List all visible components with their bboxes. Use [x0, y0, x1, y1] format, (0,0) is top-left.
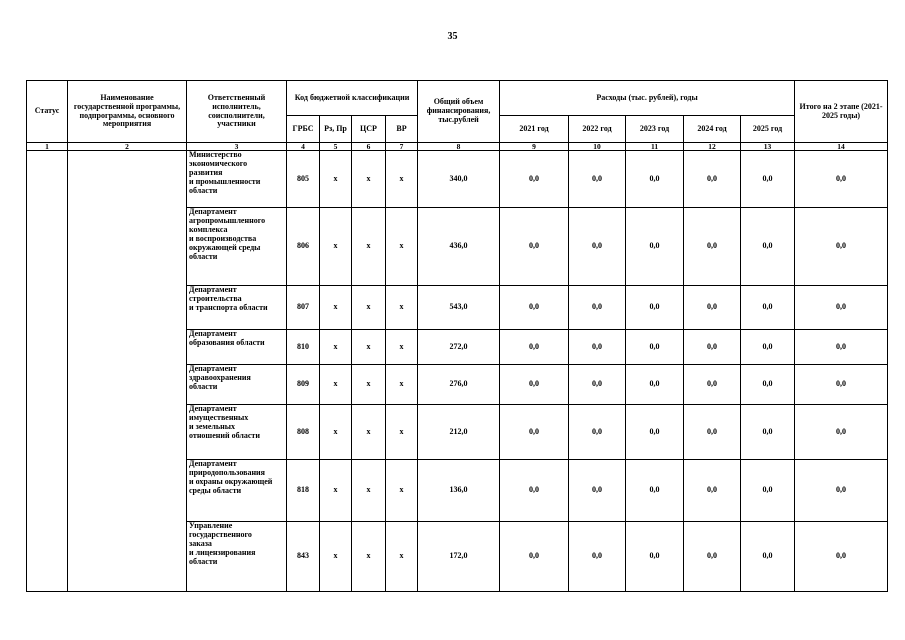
cell-total: 212,0 — [418, 405, 500, 460]
cell-csr: х — [352, 405, 386, 460]
executor-cell — [187, 330, 287, 365]
cell-y2023: 0,0 — [626, 405, 684, 460]
cell-y2024: 0,0 — [684, 522, 741, 592]
header-total-volume: Общий объем финансирования, тыс.рублей — [418, 81, 500, 143]
executor-line: среды области — [189, 485, 242, 495]
cell-grbs: 818 — [287, 460, 320, 522]
cell-stage-total: 0,0 — [795, 405, 888, 460]
cell-y2022: 0,0 — [569, 405, 626, 460]
cell-y2023: 0,0 — [626, 365, 684, 405]
cell-stage-total: 0,0 — [795, 522, 888, 592]
column-number: 2 — [68, 143, 187, 151]
executor-line: Департамент — [189, 364, 237, 373]
executor-line: природопользования — [189, 467, 265, 477]
cell-csr: х — [352, 208, 386, 286]
cell-y2021: 0,0 — [500, 330, 569, 365]
executor-cell — [187, 405, 287, 460]
cell-y2025: 0,0 — [741, 330, 795, 365]
executor-line: области — [189, 185, 218, 195]
executor-line: и промышленности — [189, 176, 261, 186]
cell-csr: х — [352, 460, 386, 522]
column-number: 6 — [352, 143, 386, 151]
table-body — [27, 151, 888, 592]
executor-line: Министерство — [189, 150, 242, 159]
cell-y2022: 0,0 — [569, 522, 626, 592]
cell-y2023: 0,0 — [626, 522, 684, 592]
column-number: 3 — [187, 143, 287, 151]
cell-y2021: 0,0 — [500, 365, 569, 405]
executor-line: имущественных — [189, 412, 249, 422]
executor-line: области — [189, 381, 218, 391]
cell-rz-pr: х — [320, 405, 352, 460]
executor-line: экономического — [189, 158, 248, 168]
column-number: 1 — [27, 143, 68, 151]
executor-line: Департамент — [189, 404, 237, 413]
cell-stage-total: 0,0 — [795, 151, 888, 208]
cell-total: 172,0 — [418, 522, 500, 592]
header-program-name: Наименование государственной программы, подпрограммы, основного мероприятия — [68, 81, 187, 143]
column-number: 12 — [684, 143, 741, 151]
cell-y2021: 0,0 — [500, 460, 569, 522]
executor-line: Департамент — [189, 285, 237, 294]
cell-csr: х — [352, 286, 386, 330]
cell-total: 276,0 — [418, 365, 500, 405]
executor-cell — [187, 365, 287, 405]
cell-y2024: 0,0 — [684, 286, 741, 330]
header-year-2023: 2023 год — [626, 116, 684, 143]
cell-csr: х — [352, 330, 386, 365]
page-number: 35 — [447, 31, 458, 42]
header-stage-total: Итого на 2 этапе (2021-2025 годы) — [795, 81, 888, 143]
cell-y2022: 0,0 — [569, 208, 626, 286]
executor-cell — [187, 286, 287, 330]
budget-table — [26, 80, 888, 592]
column-number-row — [27, 143, 888, 151]
cell-vr: х — [386, 330, 418, 365]
cell-total: 136,0 — [418, 460, 500, 522]
cell-rz-pr: х — [320, 330, 352, 365]
cell-grbs: 843 — [287, 522, 320, 592]
column-number: 10 — [569, 143, 626, 151]
cell-y2025: 0,0 — [741, 365, 795, 405]
header-year-2022: 2022 год — [569, 116, 626, 143]
cell-stage-total: 0,0 — [795, 365, 888, 405]
cell-y2024: 0,0 — [684, 365, 741, 405]
cell-y2025: 0,0 — [741, 405, 795, 460]
header-csr: ЦСР — [352, 116, 386, 143]
cell-total: 436,0 — [418, 208, 500, 286]
executor-line: комплекса — [189, 224, 228, 234]
column-number: 8 — [418, 143, 500, 151]
column-number: 5 — [320, 143, 352, 151]
cell-vr: х — [386, 286, 418, 330]
cell-csr: х — [352, 151, 386, 208]
cell-y2023: 0,0 — [626, 330, 684, 365]
cell-y2024: 0,0 — [684, 330, 741, 365]
cell-y2023: 0,0 — [626, 460, 684, 522]
cell-y2025: 0,0 — [741, 208, 795, 286]
cell-total: 340,0 — [418, 151, 500, 208]
cell-total: 543,0 — [418, 286, 500, 330]
cell-y2021: 0,0 — [500, 405, 569, 460]
cell-y2024: 0,0 — [684, 208, 741, 286]
cell-grbs: 809 — [287, 365, 320, 405]
header-status: Статус — [27, 81, 68, 143]
cell-vr: х — [386, 460, 418, 522]
cell-csr: х — [352, 522, 386, 592]
executor-line: и охраны окружающей — [189, 476, 273, 486]
cell-y2022: 0,0 — [569, 460, 626, 522]
table-row — [27, 151, 888, 208]
executor-line: агропромышленного — [189, 215, 266, 225]
program-name-cell — [68, 151, 187, 592]
cell-vr: х — [386, 405, 418, 460]
executor-line: заказа — [189, 538, 212, 548]
executor-line: здравоохранения — [189, 372, 251, 382]
column-number: 13 — [741, 143, 795, 151]
cell-rz-pr: х — [320, 151, 352, 208]
executor-line: Департамент — [189, 329, 237, 338]
cell-y2021: 0,0 — [500, 151, 569, 208]
cell-y2022: 0,0 — [569, 330, 626, 365]
header-executor: Ответственный исполнитель, соисполнители, участники — [187, 81, 287, 143]
cell-grbs: 810 — [287, 330, 320, 365]
cell-grbs: 808 — [287, 405, 320, 460]
executor-line: и лицензирования — [189, 547, 256, 557]
cell-stage-total: 0,0 — [795, 208, 888, 286]
executor-line: Департамент — [189, 207, 237, 216]
executor-line: и воспроизводства — [189, 233, 257, 243]
cell-vr: х — [386, 365, 418, 405]
column-number: 9 — [500, 143, 569, 151]
cell-y2025: 0,0 — [741, 286, 795, 330]
cell-y2025: 0,0 — [741, 522, 795, 592]
cell-vr: х — [386, 522, 418, 592]
cell-y2021: 0,0 — [500, 208, 569, 286]
executor-cell — [187, 151, 287, 208]
executor-line: и земельных — [189, 421, 235, 431]
header-vr: ВР — [386, 116, 418, 143]
header-grbs: ГРБС — [287, 116, 320, 143]
column-number: 14 — [795, 143, 888, 151]
cell-y2025: 0,0 — [741, 151, 795, 208]
executor-line: и транспорта области — [189, 302, 268, 312]
cell-stage-total: 0,0 — [795, 460, 888, 522]
cell-grbs: 806 — [287, 208, 320, 286]
executor-line: отношений области — [189, 430, 260, 440]
cell-rz-pr: х — [320, 460, 352, 522]
status-cell — [27, 151, 68, 592]
header-rz-pr: Рз, Пр — [320, 116, 352, 143]
executor-line: строительства — [189, 293, 242, 303]
cell-total: 272,0 — [418, 330, 500, 365]
cell-y2024: 0,0 — [684, 405, 741, 460]
executor-cell — [187, 522, 287, 592]
cell-y2021: 0,0 — [500, 286, 569, 330]
cell-y2024: 0,0 — [684, 460, 741, 522]
cell-rz-pr: х — [320, 365, 352, 405]
cell-y2023: 0,0 — [626, 208, 684, 286]
cell-y2022: 0,0 — [569, 365, 626, 405]
executor-line: Управление — [189, 521, 233, 530]
executor-line: государственного — [189, 529, 252, 539]
executor-cell — [187, 208, 287, 286]
executor-line: области — [189, 251, 218, 261]
cell-grbs: 807 — [287, 286, 320, 330]
header-year-2025: 2025 год — [741, 116, 795, 143]
executor-line: образования области — [189, 337, 265, 347]
header-year-2021: 2021 год — [500, 116, 569, 143]
cell-y2022: 0,0 — [569, 151, 626, 208]
cell-stage-total: 0,0 — [795, 286, 888, 330]
cell-y2022: 0,0 — [569, 286, 626, 330]
cell-vr: х — [386, 151, 418, 208]
cell-y2021: 0,0 — [500, 522, 569, 592]
executor-line: области — [189, 556, 218, 566]
cell-rz-pr: х — [320, 286, 352, 330]
cell-vr: х — [386, 208, 418, 286]
header-year-2024: 2024 год — [684, 116, 741, 143]
cell-csr: х — [352, 365, 386, 405]
executor-line: Департамент — [189, 459, 237, 468]
column-number: 11 — [626, 143, 684, 151]
cell-rz-pr: х — [320, 522, 352, 592]
cell-stage-total: 0,0 — [795, 330, 888, 365]
cell-rz-pr: х — [320, 208, 352, 286]
header-budget-code: Код бюджетной классификации — [287, 81, 418, 116]
header-expenses: Расходы (тыс. рублей), годы — [500, 81, 795, 116]
column-number: 7 — [386, 143, 418, 151]
executor-line: развития — [189, 167, 223, 177]
column-number: 4 — [287, 143, 320, 151]
cell-y2023: 0,0 — [626, 286, 684, 330]
executor-cell — [187, 460, 287, 522]
cell-y2025: 0,0 — [741, 460, 795, 522]
cell-y2024: 0,0 — [684, 151, 741, 208]
cell-grbs: 805 — [287, 151, 320, 208]
cell-y2023: 0,0 — [626, 151, 684, 208]
header-row-top — [27, 81, 888, 116]
executor-line: окружающей среды — [189, 242, 261, 252]
